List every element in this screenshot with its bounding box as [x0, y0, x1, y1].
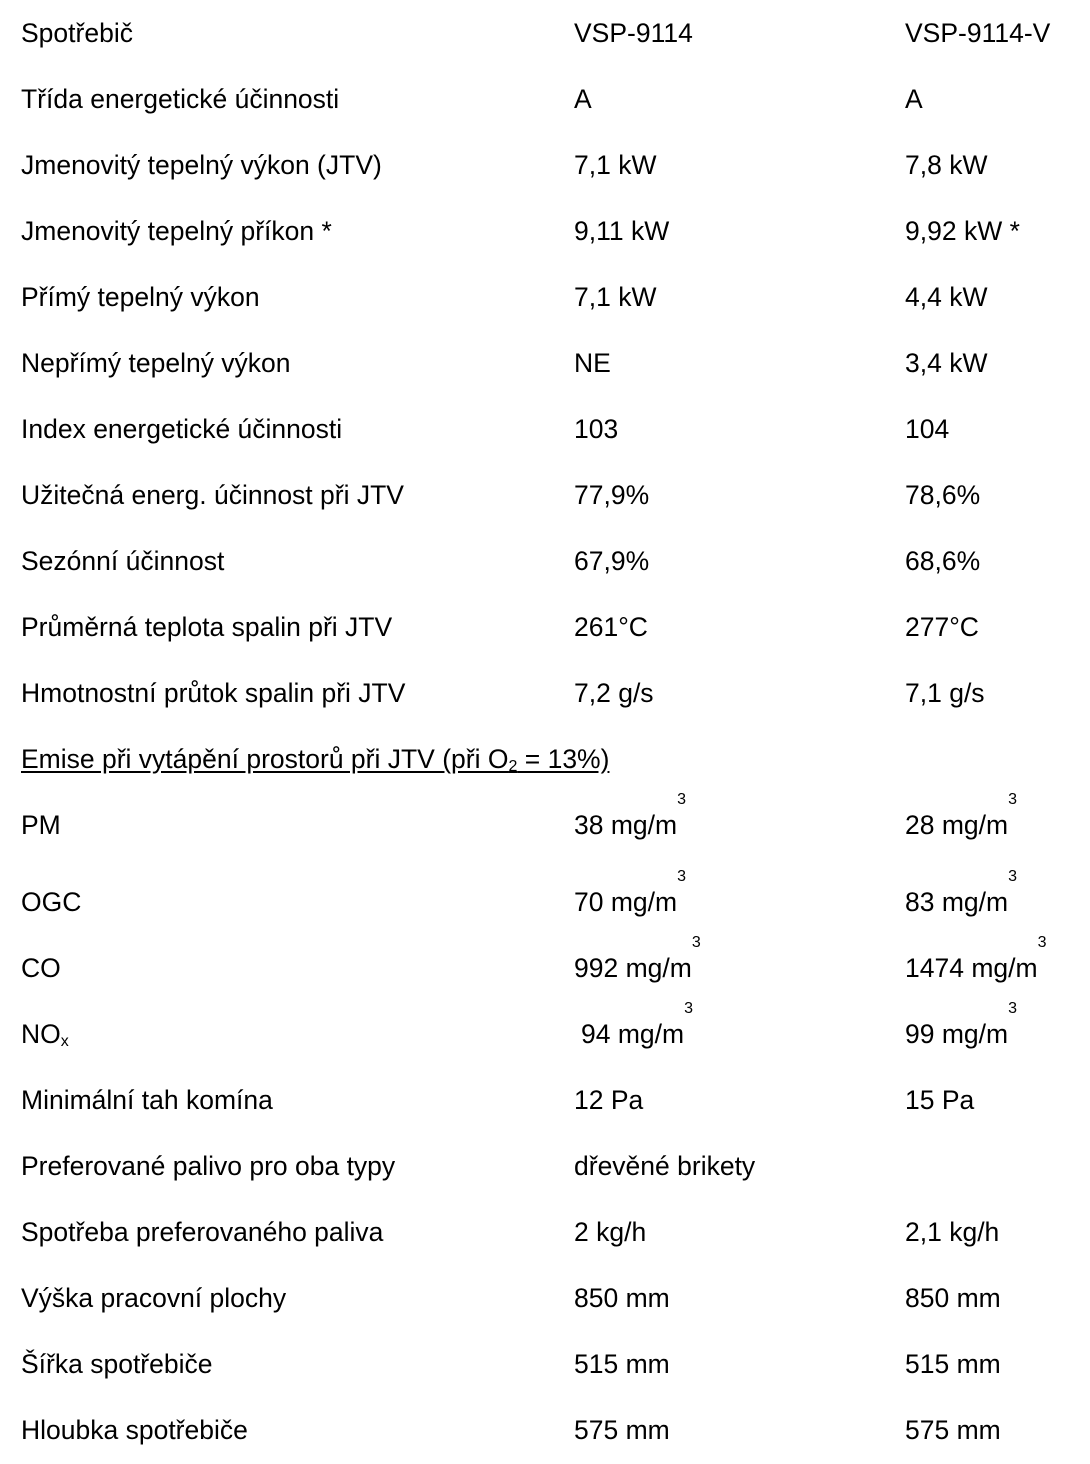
emission-row-pm [0, 791, 1090, 845]
value-model-b: 68,6% [905, 546, 981, 576]
row-label: $NO_x$ [21, 1019, 69, 1050]
row-label: Třída energetické účinnosti [21, 84, 340, 114]
value-model-a: 7,1 kW [574, 282, 657, 312]
table-row [0, 1212, 1090, 1252]
row-label: Jmenovitý tepelný výkon (JTV) [21, 150, 382, 180]
value-model-b: 515 mm [905, 1349, 1001, 1379]
row-label: Sezónní účinnost [21, 546, 225, 576]
row-label: Nepřímý tepelný výkon [21, 348, 291, 378]
value-model-a: 67,9% [574, 546, 650, 576]
table-row [0, 1146, 1090, 1186]
value-model-b: 277°C [905, 612, 979, 642]
table-header-row [0, 13, 1090, 53]
value-model-b: 3,4 kW [905, 348, 988, 378]
value-model-a: 77,9% [574, 480, 650, 510]
header-model-b: VSP-9114-V [905, 18, 1051, 48]
value-model-b: 28 $mg/m^3$ [905, 791, 1018, 840]
value-model-b: 7,1 g/s [905, 678, 985, 708]
row-label: Užitečná energ. účinnost při JTV [21, 480, 404, 510]
table-row [0, 475, 1090, 515]
emission-row-co [0, 934, 1090, 988]
table-row [0, 211, 1090, 251]
row-label: Spotřeba preferovaného paliva [21, 1217, 384, 1247]
value-model-b: 4,4 kW [905, 282, 988, 312]
table-row [0, 79, 1090, 119]
value-model-b: 2,1 kg/h [905, 1217, 1000, 1247]
value-model-b: 104 [905, 414, 950, 444]
value-model-a: 38 $mg/m^3$ [574, 791, 687, 840]
table-row [0, 541, 1090, 581]
value-model-a: 575 mm [574, 1415, 670, 1445]
value-model-a: 94 $mg/m^3$ [581, 1000, 694, 1049]
row-label: Minimální tah komína [21, 1085, 273, 1115]
value-model-a: 850 mm [574, 1283, 670, 1313]
value-model-a: NE [574, 348, 611, 378]
header-label: Spotřebič [21, 18, 133, 48]
value-model-b: 15 Pa [905, 1085, 975, 1115]
value-model-a: 992 $mg/m^3$ [574, 934, 701, 983]
row-label: Jmenovitý tepelný příkon * [21, 216, 332, 246]
nox-subscript: x [60, 1033, 69, 1050]
value-model-a: 70 $mg/m^3$ [574, 868, 687, 917]
value-model-b: 1474 $mg/m^3$ [905, 934, 1047, 983]
row-label: Šířka spotřebiče [21, 1349, 213, 1379]
row-label: Hloubka spotřebiče [21, 1415, 248, 1445]
row-label: CO [21, 953, 61, 983]
value-model-a: dřevěné brikety [574, 1151, 756, 1181]
table-row [0, 409, 1090, 449]
emission-row-nox [0, 1000, 1090, 1054]
row-label: Přímý tepelný výkon [21, 282, 260, 312]
value-model-a: 515 mm [574, 1349, 670, 1379]
table-row [0, 277, 1090, 317]
emission-row-ogc [0, 868, 1090, 922]
row-label: Index energetické účinnosti [21, 414, 343, 444]
table-row [0, 607, 1090, 647]
value-model-a: 9,11 kW [574, 216, 670, 246]
header-model-a: VSP-9114 [574, 18, 693, 48]
table-row [0, 145, 1090, 185]
value-model-b: 850 mm [905, 1283, 1001, 1313]
emissions-title: Emise při vytápění prostorů při JTV (při $O_2 = 13\%$) [21, 744, 610, 775]
oxygen-subscript: 2 [508, 758, 518, 775]
value-model-a: 12 Pa [574, 1085, 644, 1115]
value-model-b: A [905, 84, 923, 114]
table-row [0, 1278, 1090, 1318]
value-model-b: 9,92 kW * [905, 216, 1020, 246]
value-model-b: 99 $mg/m^3$ [905, 1000, 1018, 1049]
value-model-a: 7,2 g/s [574, 678, 654, 708]
value-model-b: 83 $mg/m^3$ [905, 868, 1018, 917]
table-row [0, 673, 1090, 713]
value-model-b: 7,8 kW [905, 150, 988, 180]
row-label: OGC [21, 887, 82, 917]
value-model-a: 103 [574, 414, 619, 444]
table-row [0, 1080, 1090, 1120]
emissions-section-header [0, 739, 1090, 779]
value-model-a: 7,1 kW [574, 150, 657, 180]
row-label: Hmotnostní průtok spalin při JTV [21, 678, 406, 708]
table-row [0, 1410, 1090, 1450]
row-label: Preferované palivo pro oba typy [21, 1151, 396, 1181]
value-model-b: 78,6% [905, 480, 981, 510]
value-model-b: 575 mm [905, 1415, 1001, 1445]
value-model-a: 2 kg/h [574, 1217, 647, 1247]
value-model-a: 261°C [574, 612, 648, 642]
row-label: Výška pracovní plochy [21, 1283, 287, 1313]
table-row [0, 343, 1090, 383]
table-row [0, 1344, 1090, 1384]
row-label: PM [21, 810, 61, 840]
value-model-a: A [574, 84, 592, 114]
row-label: Průměrná teplota spalin při JTV [21, 612, 393, 642]
